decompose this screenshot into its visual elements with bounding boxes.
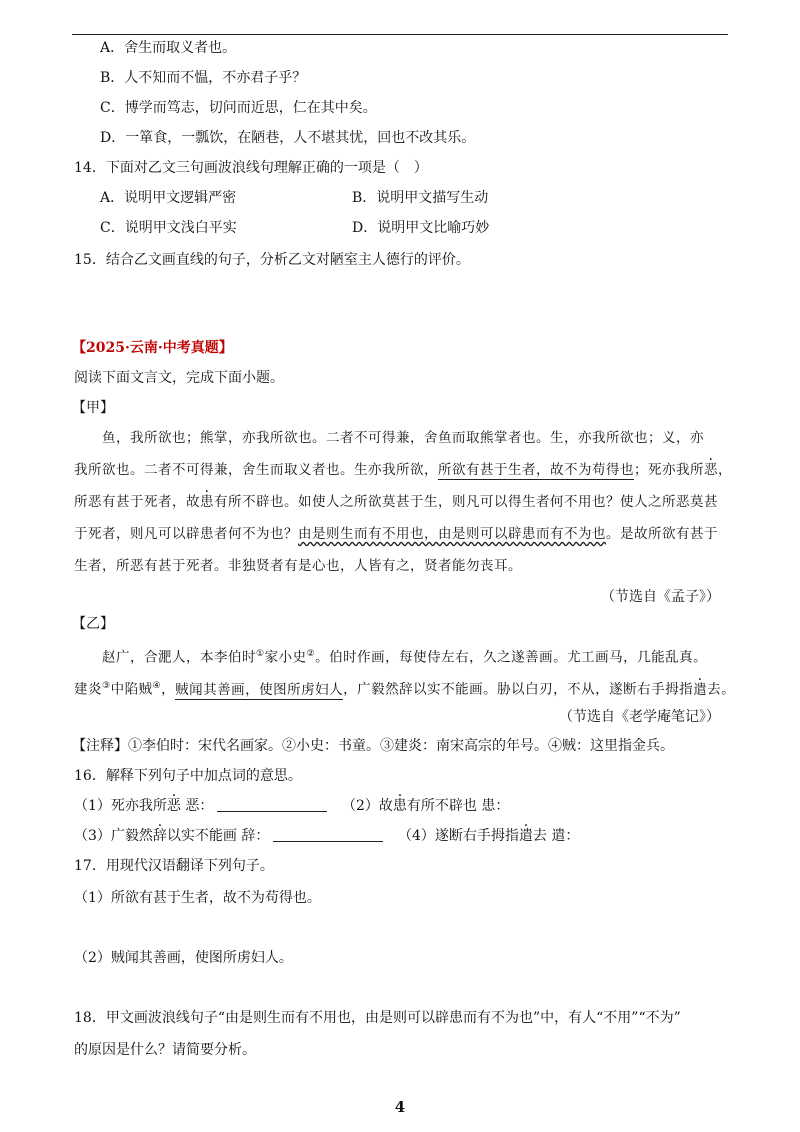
answer-blank-3[interactable] (273, 827, 383, 842)
jia-label: 【甲】 (72, 400, 114, 416)
q13-option-a: A．舍生而取义者也。 (100, 40, 237, 56)
jia-line-4-text-b: 。是故所欲有甚于 (606, 526, 718, 542)
footnote-marker-2: ② (306, 649, 316, 659)
q16-item-3-text: （3）广毅然 (74, 828, 153, 844)
dotted-char-ci-q16: 辞 (152, 828, 167, 844)
q16-item-3-label: 以实不能画 辞： (166, 828, 270, 844)
answer-blank-1[interactable] (217, 797, 327, 812)
yi-line-1-text-c: 。伯时作画，每使侍左右，久之遂善画。尤工画马，几能乱真。 (315, 649, 708, 666)
dotted-char-qian: 遣 (693, 681, 708, 698)
jia-line-2-text: 我所欲也。二者不可得兼，舍生而取义者也。生亦我所欲， (74, 462, 438, 478)
dotted-char-huan-q16: 患 (392, 798, 407, 814)
q14-option-d: D．说明甲文比喻巧妙 (352, 220, 490, 236)
dotted-char-qian-q16: 遣 (518, 828, 533, 844)
q16-item-4 (398, 826, 579, 846)
q17-stem: 17．用现代汉语翻译下列句子。 (74, 858, 274, 874)
jia-line-4-text: 于死者，则凡可以辟患者何不为也？ (74, 526, 298, 542)
jia-line-2-text-b: ；死亦我所 (634, 462, 704, 478)
jia-source: （节选自《孟子》） (601, 589, 720, 605)
dotted-char-huan: 患 (200, 494, 214, 510)
reading-instruction: 阅读下面文言文，完成下面小题。 (74, 370, 284, 386)
q16-item-1-label: 恶： (180, 798, 214, 814)
q16-item-2-label: 有所不辟也 患： (406, 798, 510, 814)
q13-option-b: B．人不知而不愠，不亦君子乎？ (100, 70, 307, 86)
q13-option-d: D．一箪食，一瓢饮，在陋巷，人不堪其忧，回也不改其乐。 (100, 130, 476, 146)
footnote-marker-4: ④ (152, 681, 162, 691)
yi-source: （节选自《老学庵笔记》） (559, 709, 720, 725)
jia-line-1: 鱼，我所欲也；熊掌，亦我所欲也。二者不可得兼，舍鱼而取熊掌者也。生，亦我所欲也；义，亦 (102, 430, 704, 446)
q16-item-4-label: 去 遣： (532, 828, 580, 844)
q17-sentence-2: （2）贼闻其善画，使图所虏妇人。 (74, 950, 293, 966)
q14-option-a: A．说明甲文逻辑严密 (100, 190, 237, 206)
q14-option-c: C．说明甲文浅白平实 (100, 220, 237, 236)
q15-stem: 15．结合乙文画直线的句子，分析乙文对陋室主人德行的评价。 (74, 252, 470, 268)
q16-item-1-text: （1）死亦我所 (74, 798, 167, 814)
yi-line-2-text-e: 去。 (707, 681, 736, 698)
yi-line-2-text-b: 中陷贼 (110, 681, 153, 698)
q16-item-2-text: （2）故 (342, 798, 393, 814)
yi-underlined-sentence: 贼闻其善画，使图所虏妇人 (175, 681, 344, 698)
jia-line-4 (74, 524, 718, 544)
yi-label: 【乙】 (72, 616, 114, 632)
top-rule (72, 34, 728, 35)
q16-stem: 16．解释下列句子中加点词的意思。 (74, 768, 302, 784)
jia-line-3-text-b: 有所不辟也。如使人之所欲莫甚于生，则凡可以得生者何不用也？使人之所恶莫甚 (214, 494, 718, 510)
yi-line-2-text: 建炎 (74, 681, 102, 698)
yi-line-1-text: 赵广，合淝人，本李伯时 (102, 649, 256, 666)
page-number: 4 (394, 1098, 406, 1116)
q18-stem-line-1: 18．甲文画波浪线句子“由是则生而有不用也，由是则可以辟患而有不为也”中，有人“不用”“不为” (74, 1010, 681, 1026)
q17-sentence-1: （1）所欲有甚于生者，故不为苟得也。 (74, 890, 321, 906)
q16-item-4-text: （4）遂断右手拇指 (398, 828, 519, 844)
yi-line-1 (102, 644, 707, 668)
annotation-notes: 【注释】①李伯时：宋代名画家。②小史：书童。③建炎：南宋高宗的年号。④贼：这里指金兵。 (72, 738, 674, 754)
q16-item-3 (74, 826, 387, 846)
jia-wavy-sentence: 由是则生而有不用也，由是则可以辟患而有不为也 (298, 526, 606, 542)
jia-line-3 (74, 492, 718, 512)
q16-item-1 (74, 796, 331, 816)
jia-line-3-text: 所恶有甚于死者，故 (74, 494, 200, 510)
q14-stem: 14．下面对乙文三句画波浪线句理解正确的一项是（ ） (74, 160, 428, 176)
yi-line-2-text-d: ，广毅然辞以实不能画。胁以白刃，不从，遂断右手拇指 (343, 681, 694, 698)
jia-line-2 (74, 460, 732, 480)
jia-line-5: 生者，所恶有甚于死者。非独贤者有是心也，人皆有之，贤者能勿丧耳。 (74, 558, 522, 574)
dotted-char-e-q16: 恶 (166, 798, 181, 814)
jia-line-2-text-c: ， (718, 462, 732, 478)
footnote-marker-3: ③ (102, 681, 111, 691)
q18-stem-line-2: 的原因是什么？请简要分析。 (74, 1042, 256, 1058)
q16-item-2 (342, 796, 509, 816)
section-tag: 【2025·云南·中考真题】 (72, 340, 233, 356)
dotted-char-e: 恶 (704, 462, 718, 478)
footnote-marker-1: ① (256, 649, 265, 659)
yi-line-2 (74, 676, 735, 700)
q13-option-c: C．博学而笃志，切问而近思，仁在其中矣。 (100, 100, 377, 116)
jia-underlined-sentence: 所欲有甚于生者，故不为苟得也 (438, 462, 634, 478)
q14-option-b: B．说明甲文描写生动 (352, 190, 489, 206)
yi-line-1-text-b: 家小史 (264, 649, 307, 666)
yi-line-2-text-c: ， (161, 681, 176, 698)
